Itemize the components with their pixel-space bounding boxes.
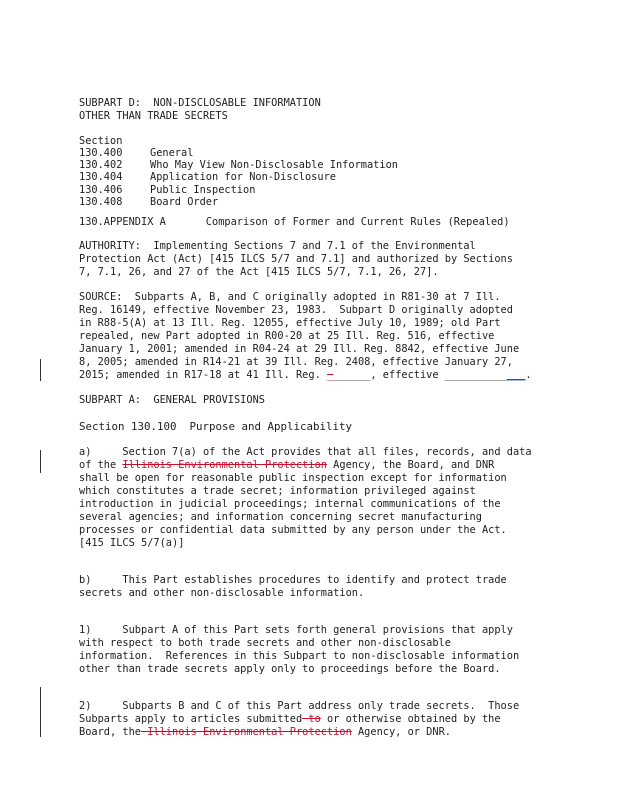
toc-title: General [150,147,194,159]
para-a-line-amended [79,459,494,472]
text-run: or otherwise obtained by the [320,713,501,725]
para-2-line-amended [79,713,501,726]
toc-number: 130.408 [79,195,123,208]
subpart-d-heading-line2: OTHER THAN TRADE SECRETS [79,110,228,122]
text-run: Agency, the Board, and DNR [326,459,495,471]
source-line: repealed, new Part adopted in R00-20 at 25 Ill. Reg. 516, effective [79,330,495,342]
deleted-blank: _ [326,369,334,381]
deleted-text: to [302,713,321,725]
change-bar [40,687,41,737]
appendix-title: Comparison of Former and Current Rules (Repealed) [205,216,510,228]
toc-title: Board Order [150,195,219,208]
text-run: Agency, or DNR. [351,726,451,738]
source-line: in R88-5(A) at 13 Ill. Reg. 12055, effective July 10, 1989; old Part [79,317,501,329]
para-1-line: information. References in this Subpart to non-disclosable information [79,650,520,662]
para-2-line: 2) Subparts B and C of this Part address only trade secrets. Those [79,700,520,712]
text-run: Board, the [79,726,141,738]
toc-row [79,171,398,183]
para-1-line: with respect to both trade secrets and other non-disclosable [79,637,451,649]
table-of-contents [79,147,398,208]
para-1-line: 1) Subpart A of this Part sets forth general provisions that apply [79,624,513,636]
deleted-text: Illinois Environmental Protection [122,459,327,471]
source-last-line [79,369,532,382]
para-1-line: other than trade secrets apply only to proceedings before the Board. [79,663,501,675]
authority-line: AUTHORITY: Implementing Sections 7 and 7.1 of the Environmental [79,240,476,252]
para-b-line: b) This Part establishes procedures to identify and protect trade [79,574,507,586]
toc-title: Application for Non-Disclosure [150,171,336,184]
toc-number: 130.404 [79,171,123,184]
para-a-line: introduction in judicial proceedings; internal communications of the [79,498,501,510]
source-period: . [525,369,532,381]
effective-blank: __________ [444,369,507,381]
para-a-line: shall be open for reasonable public inspection except for information [79,472,507,484]
deleted-text: Illinois Environmental Protection [141,726,352,738]
text-run: of the [79,459,123,471]
authority-line: 7, 7.1, 26, and 27 of the Act [415 ILCS 5/7, 7.1, 26, 27]. [79,266,439,278]
para-a-line: a) Section 7(a) of the Act provides that all files, records, and data [79,446,532,458]
para-b-line: secrets and other non-disclosable information. [79,587,365,599]
para-a-line: [415 ILCS 5/7(a)] [79,537,185,549]
toc-title: Who May View Non-Disclosable Information [150,159,398,172]
source-line: 2015; amended in R17-18 at 41 Ill. Reg. [79,369,327,381]
inserted-blank: ___ [506,369,526,381]
section-title: Section 130.100 Purpose and Applicability [79,420,353,433]
toc-row [79,196,398,208]
text-run: Subparts apply to articles submitted [79,713,303,725]
toc-row [79,184,398,196]
source-line: January 1, 2001; amended in R04-24 at 29 Ill. Reg. 8842, effective June [79,343,520,355]
source-line: SOURCE: Subparts A, B, and C originally adopted in R81-30 at 7 Ill. [79,291,501,303]
source-line: 8, 2005; amended in R14-21 at 39 Ill. Reg. 2408, effective January 27, [79,356,513,368]
register-blank: ______ [333,369,371,381]
para-a-line: several agencies; and information concerning secret manufacturing [79,511,482,523]
toc-title: Public Inspection [150,183,256,196]
appendix-number: 130.APPENDIX A [79,216,166,228]
subpart-d-heading-line1: SUBPART D: NON-DISCLOSABLE INFORMATION [79,97,321,109]
change-bar [40,359,41,381]
para-2-line-amended [79,726,451,739]
section-label: Section [79,135,123,147]
toc-row [79,159,398,171]
toc-number: 130.402 [79,159,123,172]
toc-row [79,147,398,159]
change-bar [40,450,41,473]
para-a-line: processes or confidential data submitted by any person under the Act. [79,524,507,536]
toc-number: 130.406 [79,183,123,196]
para-a-line: which constitutes a trade secret; information privileged against [79,485,476,497]
subpart-a-heading: SUBPART A: GENERAL PROVISIONS [79,394,265,406]
toc-number: 130.400 [79,147,123,159]
authority-line: Protection Act (Act) [415 ILCS 5/7 and 7.1] and authorized by Sections [79,253,513,265]
appendix-entry [79,216,510,228]
source-line: Reg. 16149, effective November 23, 1983. Subpart D originally adopted [79,304,513,316]
effective-label: , effective [370,369,445,381]
